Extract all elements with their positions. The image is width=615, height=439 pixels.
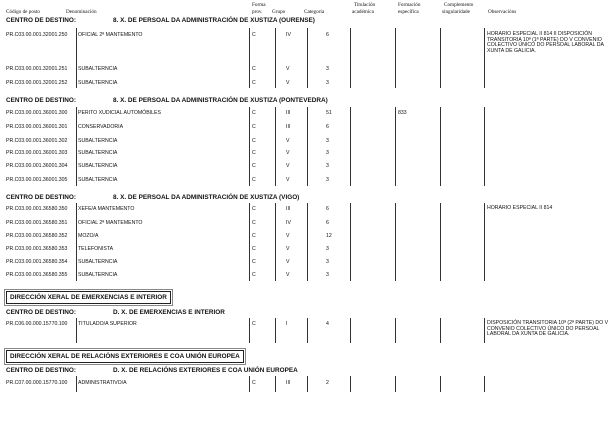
centro-label: CENTRO DE DESTINO: — [6, 194, 76, 201]
row-forma: C — [252, 80, 256, 86]
row-denominacion: SUBALTERNCIA — [78, 177, 118, 183]
column-rule — [484, 318, 485, 343]
column-rule — [275, 203, 276, 281]
row-grupo: V — [286, 66, 290, 72]
column-rule — [76, 107, 77, 186]
row-categoria: 3 — [326, 246, 329, 252]
row-code: PR.C03.00.001.32001.252 — [6, 80, 68, 86]
row-categoria: 3 — [326, 163, 329, 169]
row-denominacion: ADMINISTRATIVO/A — [78, 380, 127, 386]
column-rule — [440, 376, 441, 392]
row-grupo: III — [286, 124, 291, 130]
column-rule — [76, 376, 77, 392]
row-categoria: 3 — [326, 259, 329, 265]
column-rule — [440, 28, 441, 88]
row-code: PR.C03.00.001.36001.301 — [6, 124, 68, 130]
row-categoria: 4 — [326, 321, 329, 327]
row-categoria: 3 — [326, 80, 329, 86]
row-denominacion: OFICIAL 2ª MANTEMENTO — [78, 32, 143, 38]
direccion-heading-relacions: DIRECCIÓN XERAL DE RELACIÓNS EXTERIORES E COA UNIÓN EUROPEA — [6, 350, 244, 363]
row-code: PR.C03.00.001.36001.303 — [6, 150, 68, 156]
row-forma: C — [252, 150, 256, 156]
row-denominacion: SUBALTERNCIA — [78, 66, 118, 72]
row-denominacion: SUBALTERNCIA — [78, 80, 118, 86]
row-grupo: IV — [286, 220, 291, 226]
row-forma: C — [252, 321, 256, 327]
row-forma: C — [252, 380, 256, 386]
section-title-relacions — [6, 367, 606, 375]
header-complemento: Complemento — [444, 2, 474, 8]
row-denominacion: SUBALTERNCIA — [78, 163, 118, 169]
row-code: PR.C03.00.001.36580.355 — [6, 272, 68, 278]
row-grupo: V — [286, 233, 290, 239]
centro-label: CENTRO DE DESTINO: — [6, 17, 76, 24]
column-rule — [76, 203, 77, 281]
column-rule — [249, 318, 250, 343]
header-grupo: Grupo — [272, 9, 286, 15]
centro-label: CENTRO DE DESTINO: — [6, 367, 76, 374]
column-rule — [249, 28, 250, 88]
header-singularidade: singularidade — [442, 9, 470, 15]
row-denominacion: PERITO XUDICIAL AUTOMÓBILES — [78, 110, 161, 116]
column-rule — [76, 28, 77, 88]
column-rule — [249, 107, 250, 186]
row-denominacion: TELEFONISTA — [78, 246, 114, 252]
column-rule — [350, 203, 351, 281]
section-name: D. X. DE EMERXENCIAS E INTERIOR — [113, 309, 225, 316]
column-rule — [395, 28, 396, 88]
row-categoria: 6 — [326, 220, 329, 226]
row-code: PR.C03.00.001.36580.353 — [6, 246, 68, 252]
row-forma: C — [252, 32, 256, 38]
row-code: PR.C07.00.000.15770.100 — [6, 380, 68, 386]
row-categoria: 3 — [326, 177, 329, 183]
column-rule — [395, 376, 396, 392]
row-code: PR.C06.00.000.15770.100 — [6, 321, 68, 327]
section-name: 8. X. DE PERSOAL DA ADMINISTRACIÓN DE XUSTIZA (OURENSE) — [113, 17, 315, 24]
row-forma: C — [252, 177, 256, 183]
column-rule — [249, 376, 250, 392]
row-grupo: III — [286, 380, 291, 386]
section-title-pontevedra — [6, 97, 606, 105]
row-grupo: V — [286, 138, 290, 144]
row-grupo: V — [286, 272, 290, 278]
header-academica: académica — [352, 9, 374, 15]
row-denominacion: MOZO/A — [78, 233, 99, 239]
header-prov: prov. — [252, 9, 263, 15]
section-title-ourense — [6, 17, 606, 25]
row-categoria: 3 — [326, 138, 329, 144]
section-name: 8. X. DE PERSOAL DA ADMINISTRACIÓN DE XUSTIZA (PONTEVEDRA) — [113, 97, 328, 104]
row-denominacion: CONSERVADORIA — [78, 124, 124, 130]
row-observacions: HORARIO ESPECIAL II 814 — [487, 205, 553, 211]
table-header — [0, 0, 615, 17]
column-rule — [76, 318, 77, 343]
row-denominacion: SUBALTERNCIA — [78, 150, 118, 156]
row-forma: C — [252, 138, 256, 144]
row-grupo: IV — [286, 32, 291, 38]
column-rule — [307, 203, 308, 281]
row-categoria: 6 — [326, 124, 329, 130]
column-rule — [484, 28, 485, 88]
column-rule — [307, 318, 308, 343]
column-rule — [440, 107, 441, 186]
column-rule — [307, 28, 308, 88]
header-titulacion: Titulación — [354, 2, 376, 8]
row-observacions: HORARIO ESPECIAL II 814 II DISPOSICIÓN TRANSITORIA 10ª (1ª PARTE) DO V CONVENIO COLECTIVO ÚNICO DO PERSOAL LABORAL DA XUNTA DE GALICIA. — [487, 31, 604, 54]
row-forma: C — [252, 272, 256, 278]
direccion-heading-emerxencias: DIRECCIÓN XERAL DE EMERXENCIAS E INTERIOR — [6, 291, 171, 304]
row-forma: C — [252, 66, 256, 72]
column-rule — [307, 107, 308, 186]
header-denominacion: Denominación — [66, 9, 97, 15]
row-code: PR.C03.00.001.36580.354 — [6, 259, 68, 265]
row-code: PR.C03.00.001.36580.351 — [6, 220, 68, 226]
row-grupo: I — [286, 321, 288, 327]
row-categoria: 6 — [326, 32, 329, 38]
row-code: PR.C03.00.001.36580.350 — [6, 206, 68, 212]
column-rule — [350, 28, 351, 88]
column-rule — [395, 203, 396, 281]
header-formacion: Formación — [398, 2, 421, 8]
column-rule — [395, 107, 396, 186]
row-categoria: 6 — [326, 206, 329, 212]
section-name: 8. X. DE PERSOAL DA ADMINISTRACIÓN DE XUSTIZA (VIGO) — [113, 194, 300, 201]
row-code: PR.C03.00.001.36580.352 — [6, 233, 68, 239]
section-title-vigo — [6, 194, 606, 202]
row-observacions: DISPOSICIÓN TRANSITORIA 10ª (2ª PARTE) DO V CONVENIO COLECTIVO ÚNICO DO PERSOAL LABORAL DA XUNTA DE GALICIA. — [487, 320, 609, 338]
column-rule — [484, 376, 485, 392]
row-code: PR.C03.00.001.36001.304 — [6, 163, 68, 169]
header-especifica: específica — [398, 9, 419, 15]
column-rule — [440, 318, 441, 343]
row-forma: C — [252, 163, 256, 169]
row-forma: C — [252, 246, 256, 252]
column-rule — [307, 376, 308, 392]
row-forma: C — [252, 220, 256, 226]
centro-label: CENTRO DE DESTINO: — [6, 309, 76, 316]
row-denominacion: SUBALTERNCIA — [78, 259, 118, 265]
column-rule — [350, 376, 351, 392]
row-forma: C — [252, 110, 256, 116]
row-forma: C — [252, 233, 256, 239]
row-denominacion: TITULADO/A SUPERIOR — [78, 321, 137, 327]
row-code: PR.C03.00.001.36001.305 — [6, 177, 68, 183]
row-grupo: V — [286, 163, 290, 169]
column-rule — [484, 203, 485, 281]
row-categoria: 2 — [326, 380, 329, 386]
row-code: PR.C03.00.001.36001.302 — [6, 138, 68, 144]
header-categoria: Categoría — [304, 9, 325, 15]
column-rule — [395, 318, 396, 343]
row-forma: C — [252, 206, 256, 212]
row-categoria: 12 — [326, 233, 332, 239]
row-code: PR.C03.00.001.32001.251 — [6, 66, 68, 72]
row-formacion: 833 — [398, 110, 407, 116]
row-categoria: 3 — [326, 66, 329, 72]
column-rule — [350, 107, 351, 186]
row-forma: C — [252, 259, 256, 265]
row-grupo: III — [286, 110, 291, 116]
column-rule — [440, 203, 441, 281]
column-rule — [275, 376, 276, 392]
row-grupo: V — [286, 246, 290, 252]
header-codigo: Código de posto — [6, 9, 41, 15]
row-categoria: 3 — [326, 272, 329, 278]
row-code: PR.C03.00.001.36001.300 — [6, 110, 68, 116]
row-forma: C — [252, 124, 256, 130]
row-denominacion: XEFE/A MANTEMENTO — [78, 206, 135, 212]
row-grupo: III — [286, 206, 291, 212]
header-forma: Forma — [252, 2, 266, 8]
column-rule — [350, 318, 351, 343]
column-rule — [484, 107, 485, 186]
row-grupo: V — [286, 177, 290, 183]
row-categoria: 3 — [326, 150, 329, 156]
column-rule — [249, 203, 250, 281]
row-categoria: 51 — [326, 110, 332, 116]
row-denominacion: OFICIAL 2ª MANTEMENTO — [78, 220, 143, 226]
row-denominacion: SUBALTERNCIA — [78, 272, 118, 278]
column-rule — [275, 107, 276, 186]
centro-label: CENTRO DE DESTINO: — [6, 97, 76, 104]
section-name: D. X. DE RELACIÓNS EXTERIORES E COA UNIÓN EUROPEA — [113, 367, 298, 374]
row-grupo: V — [286, 259, 290, 265]
column-rule — [275, 318, 276, 343]
row-grupo: V — [286, 150, 290, 156]
column-rule — [275, 28, 276, 88]
section-title-emerxencias — [6, 309, 606, 317]
row-denominacion: SUBALTERNCIA — [78, 138, 118, 144]
row-grupo: V — [286, 80, 290, 86]
row-code: PR.C03.00.001.32001.250 — [6, 32, 68, 38]
header-observacions: Observacións — [488, 9, 517, 15]
